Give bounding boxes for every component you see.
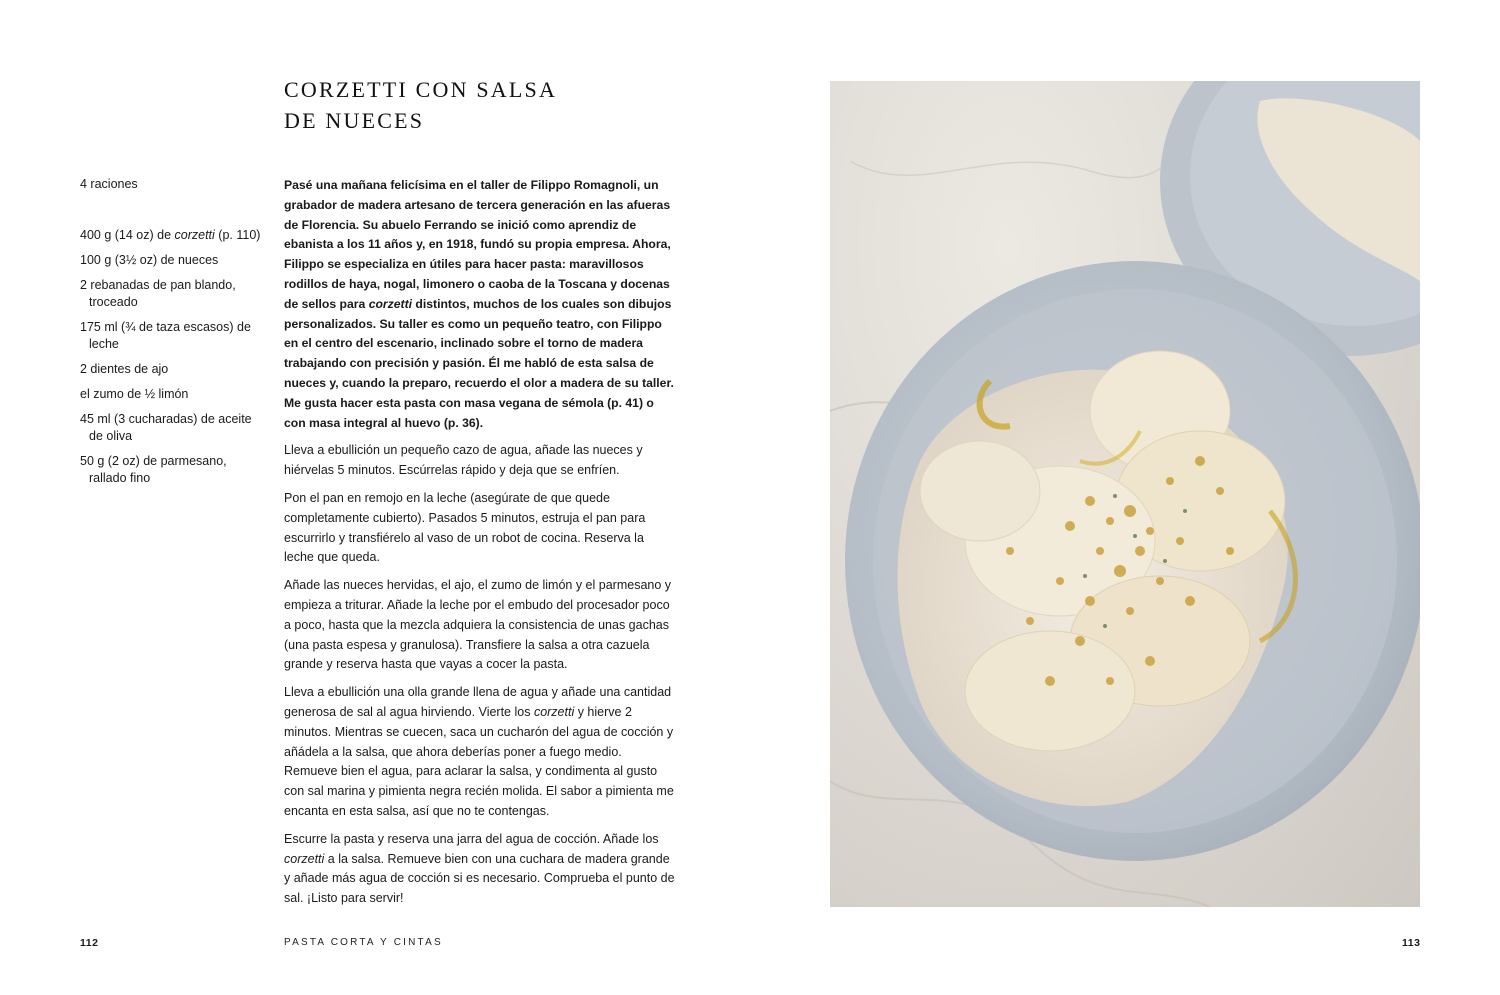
step-4-text-b: y hierve 2 minutos. Mientras se cuecen, saca un cucharón del agua de cocción y añádela a la salsa, que ahora deberías poner a fuego medio. Remueve bien el agua, para aclarar la salsa, y condimenta al gusto con sal marina y pimienta negra recién molida. El sabor a pimienta me encanta en esta salsa, así que no te contengas.	[284, 704, 674, 818]
intro-text-b: distintos, muchos de los cuales son dibujos personalizados. Su taller es como un pequeño teatro, con Filippo en el centro del escenario, inclinado sobre el torno de madera trabajando con precisión y pasión. Él me habló de esta salsa de nueces y, cuando la preparo, recuerdo el olor a madera de su taller. Me gusta hacer esta pasta con masa vegana de sémola (p. 41) o con masa integral al huevo (p. 36).	[284, 296, 674, 430]
ingredient-item	[80, 386, 265, 403]
food-photo-icon	[830, 81, 1420, 907]
step-3: Añade las nueces hervidas, el ajo, el zumo de limón y el parmesano y empieza a triturar. Añade la leche por el embudo del procesador poco a poco, hasta que la mezcla adquiera la consistencia de unas gachas (una pasta espesa y granulosa). Transfiere la salsa a otra cazuela grande y reserva hasta que vayas a cocer la pasta.	[284, 578, 672, 672]
step-5-emphasis: corzetti	[284, 851, 325, 866]
step-4	[284, 683, 676, 822]
ingredient-item	[80, 319, 265, 353]
ingredient-emphasis: corzetti	[174, 228, 215, 242]
running-head: PASTA CORTA Y CINTAS	[284, 937, 443, 948]
recipe-title	[284, 74, 557, 136]
ingredient-text: 45 ml (3 cucharadas) de aceite de oliva	[80, 412, 252, 443]
recipe-title-line-1: CORZETTI CON SALSA	[284, 77, 558, 102]
ingredient-text: 175 ml (¾ de taza escasos) de leche	[80, 320, 251, 351]
step-4-emphasis: corzetti	[533, 704, 575, 719]
step-5-text-b: a la salsa. Remueve bien con una cuchara de madera grande y añade más agua de cocción si es necesario. Comprueba el punto de sal. ¡Listo para servir!	[284, 851, 675, 906]
page-number-left: 112	[80, 937, 99, 949]
intro-text-a: Pasé una mañana felicísima en el taller de Filippo Romagnoli, un grabador de madera artesano de tercera generación en las afueras de Florencia. Su abuelo Ferrando se inició como aprendiz de ebanista a los 11 años y, en 1918, fundó su propia empresa. Ahora, Filippo se especializa en útiles para hacer pasta: maravillosos rodillos de haya, nogal, limonero o caoba de la Toscana y docenas de sellos para	[284, 178, 671, 311]
ingredient-item	[80, 227, 265, 244]
ingredient-item	[80, 361, 265, 378]
intro-paragraph	[284, 176, 676, 433]
page-number-right: 113	[1402, 937, 1421, 949]
dish-illustration	[830, 81, 1420, 907]
ingredient-text: 2 rebanadas de pan blando, troceado	[80, 278, 236, 309]
recipe-body	[284, 176, 676, 917]
step-2: Pon el pan en remojo en la leche (asegúrate de que quede completamente cubierto). Pasados 5 minutos, estruja el pan para escurrirlo y transfiérelo al vaso de un robot de cocina. Reserva la leche que queda.	[284, 490, 646, 565]
ingredient-text: 100 g (3½ oz) de nueces	[80, 253, 219, 267]
step-4-text-a: Lleva a ebullición una olla grande llena de agua y añade una cantidad generosa de sal al agua hirviendo. Vierte los	[284, 685, 672, 719]
ingredient-item	[80, 277, 265, 311]
ingredient-item	[80, 252, 265, 269]
corzetti-disc	[965, 631, 1135, 751]
ingredient-item	[80, 453, 265, 487]
servings: 4 raciones	[80, 177, 138, 191]
ingredient-text: el zumo de ½ limón	[80, 387, 189, 401]
ingredient-text: 400 g (14 oz) de	[80, 228, 175, 242]
recipe-title-line-2: DE NUECES	[284, 108, 425, 133]
corzetti-disc	[920, 441, 1040, 541]
ingredient-list	[80, 227, 265, 495]
ingredient-text: 50 g (2 oz) de parmesano, rallado fino	[80, 454, 227, 485]
step-1: Lleva a ebullición un pequeño cazo de agua, añade las nueces y hiérvelas 5 minutos. Escúrrelas rápido y deja que se enfríen.	[284, 443, 643, 478]
ingredient-item	[80, 411, 265, 445]
ingredient-text: 2 dientes de ajo	[80, 362, 169, 376]
step-5-text-a: Escurre la pasta y reserva una jarra del agua de cocción. Añade los	[284, 831, 659, 846]
intro-emphasis: corzetti	[368, 296, 413, 311]
ingredient-text-end: (p. 110)	[214, 228, 261, 242]
step-5	[284, 830, 676, 909]
